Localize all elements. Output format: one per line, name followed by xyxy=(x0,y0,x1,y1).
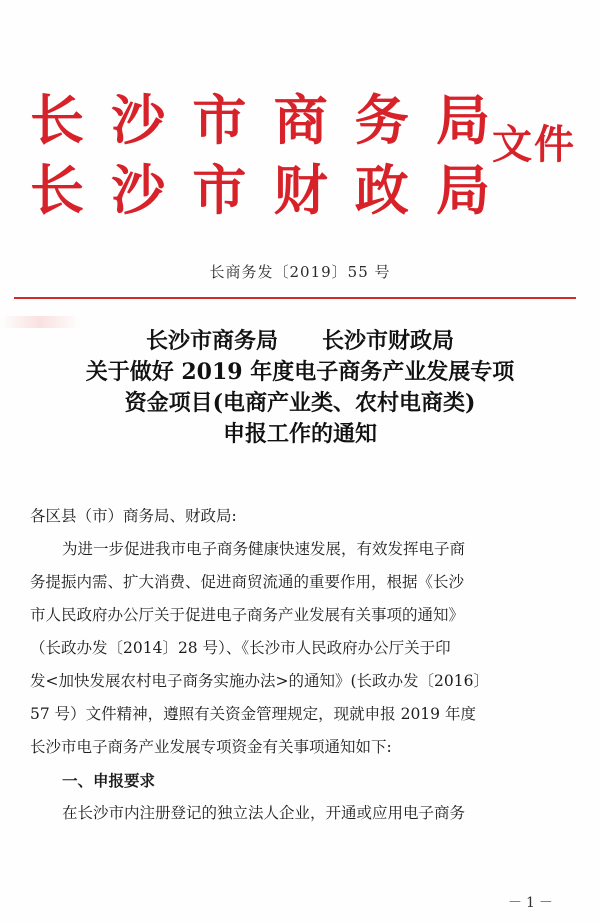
issuer-finance-bureau xyxy=(30,160,490,220)
title-line-3: 资金项目(电商产业类、农村电商类) xyxy=(124,390,476,416)
red-letterhead xyxy=(0,0,600,240)
title-issuer-b: 长沙市财政局 xyxy=(322,328,455,354)
issuer-char: 局 xyxy=(435,88,490,152)
section-text: 在长沙市内注册登记的独立法人企业，开通或应用电子商务 xyxy=(62,804,466,822)
paragraph-line: 为进一步促进我市电子商务健康快速发展，有效发挥电子商 xyxy=(62,540,466,558)
document-number: 长商务发〔2019〕55 号 xyxy=(209,263,391,281)
addressee: 各区县（市）商务局、财政局: xyxy=(30,507,237,525)
paragraph-line: 务提振内需、扩大消费、促进商贸流通的重要作用，根据《长沙 xyxy=(30,573,465,591)
red-divider-line xyxy=(14,297,576,299)
issuer-char: 沙 xyxy=(111,158,166,222)
issuer-commerce-bureau xyxy=(30,90,490,150)
title-line-2: 关于做好 2019 年度电子商务产业发展专项 xyxy=(85,359,515,385)
paragraph-line: 发<加快发展农村电子商务实施办法>的通知》(长政办发〔2016〕 xyxy=(30,672,489,690)
title-issuer-a: 长沙市商务局 xyxy=(145,328,278,354)
issuer-char: 长 xyxy=(30,88,84,152)
issuer-char: 务 xyxy=(354,88,409,152)
issuer-char: 市 xyxy=(192,88,247,152)
title-line-4: 申报工作的通知 xyxy=(222,421,377,447)
issuer-char: 长 xyxy=(30,158,84,222)
issuer-char: 市 xyxy=(192,158,247,222)
paragraph-line: 57 号）文件精神，遵照有关资金管理规定，现就申报 2019 年度 xyxy=(30,705,476,723)
issuer-char: 沙 xyxy=(111,88,166,152)
issuer-char: 局 xyxy=(435,158,490,222)
issuer-char: 政 xyxy=(354,158,409,222)
paragraph-line: 长沙市电子商务产业发展专项资金有关事项通知如下: xyxy=(30,738,392,756)
paragraph-line: 市人民政府办公厅关于促进电子商务产业发展有关事项的通知》 xyxy=(30,606,465,624)
notice-title xyxy=(0,326,600,450)
page-number: －1－ xyxy=(508,895,557,911)
section-heading: 一、申报要求 xyxy=(62,771,156,790)
issuer-char: 商 xyxy=(273,88,328,152)
issuer-char: 财 xyxy=(273,158,328,222)
title-issuers-line xyxy=(0,326,600,357)
paragraph-line: （长政办发〔2014〕28 号）、《长沙市人民政府办公厅关于印 xyxy=(30,639,451,657)
notice-body xyxy=(30,500,570,830)
document-label: 文件 xyxy=(492,121,576,168)
